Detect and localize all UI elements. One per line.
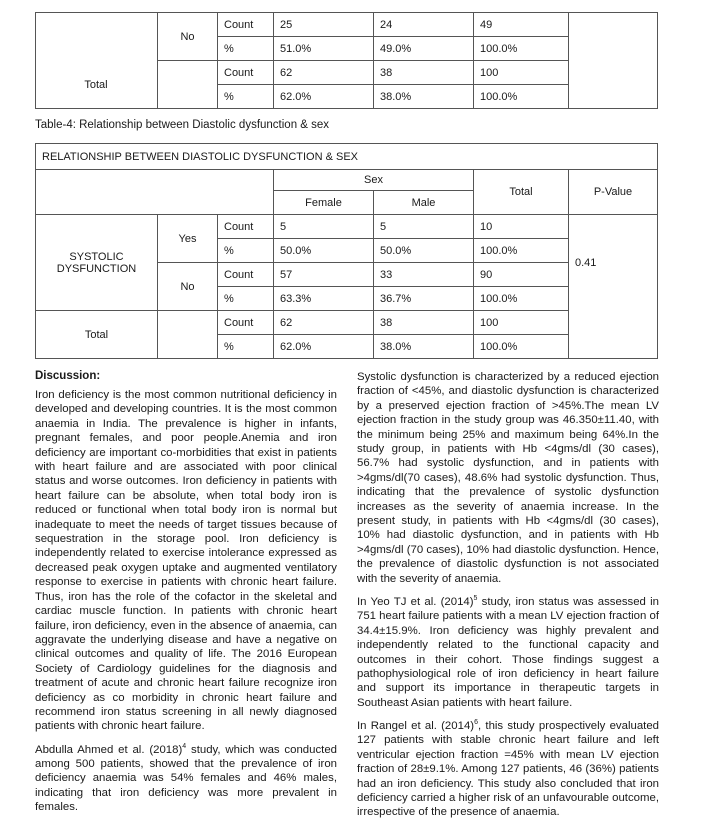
table-cell: 38	[374, 61, 474, 85]
table-cell: 100	[474, 311, 569, 335]
row-label-no: No	[158, 13, 218, 61]
table-3-total-label: Total	[84, 79, 108, 91]
table-cell: Count	[218, 263, 274, 287]
row-label-systolic: SYSTOLIC DYSFUNCTION	[36, 215, 158, 311]
table-cell	[158, 61, 218, 109]
table-cell: 51.0%	[274, 37, 374, 61]
table-cell: 38.0%	[374, 85, 474, 109]
table-cell: 50.0%	[374, 239, 474, 263]
header-total: Total	[474, 170, 569, 215]
table-cell: Count	[218, 61, 274, 85]
paragraph: Systolic dysfunction is characterized by a reduced ejection fraction of <45%, and diastolic dysfunction is characterized by a preserved ejection fraction of >45%.The mean LV ejection fraction in the study group was 46.350±11.40, with the minimum being 25% and maximum being 64%.In the study group, in patients with Hb <4gms/dl (30 cases), 56.7% had systolic dysfunction, and in patients with >4gms/dl(70 cases), 48.6% had systolic dysfunction. Thus, indicating that the prevalence of systolic dysfunction increases as the severity of anaemia increase. In the present study, in patients with Hb <4gms/dl (30 cases), 10% had diastolic dysfunction, and in patients with Hb >4gms/dl (70 cases), 10% had diastolic dysfunction. Hence, the prevalence of diastolic dysfunction is not associated with the severity of anaemia.	[357, 371, 659, 585]
table-cell: 100.0%	[474, 85, 569, 109]
paragraph: In Rangel et al. $(2014)^6$, this study prospectively evaluated 127 patients with stable chronic heart failure and left ventricular ejection fraction =45% with mean LV ejection fraction of 28±9.1%. Among 127 patients, 46 (36%) patients had an iron deficiency. This study also concluded that iron deficiency carried a higher risk of an unfavourable outcome, irrespective of the presence of anaemia.	[357, 719, 659, 819]
table-cell: 63.3%	[274, 287, 374, 311]
table-cell: 33	[374, 263, 474, 287]
table-cell: 62.0%	[274, 85, 374, 109]
table-cell: 100	[474, 61, 569, 85]
table-cell: %	[218, 85, 274, 109]
header-sex: Sex	[274, 170, 474, 191]
table-cell	[36, 170, 274, 215]
table-cell: Count	[218, 311, 274, 335]
table-cell	[569, 13, 658, 109]
discussion-heading: Discussion:	[35, 370, 101, 382]
table-cell: 50.0%	[274, 239, 374, 263]
row-label-total: Total	[36, 311, 158, 359]
pvalue-cell	[569, 215, 658, 359]
table-cell: 38	[374, 311, 474, 335]
table-row	[36, 311, 658, 335]
paragraph: Abdulla Ahmed et al. $(2018)^4$ study, which was conducted among 500 patients, showed that the prevalence of iron deficiency anaemia was 54% females and 46% males, indicating that iron deficiency was more prevalent in females.	[35, 742, 337, 814]
row-label-no: No	[158, 263, 218, 311]
table-cell: 38.0%	[374, 335, 474, 359]
table-cell: 5	[274, 215, 374, 239]
table-cell: %	[218, 287, 274, 311]
table-title-row	[36, 144, 658, 170]
table-cell: 100.0%	[474, 239, 569, 263]
right-column	[357, 370, 659, 826]
table-cell: 57	[274, 263, 374, 287]
header-pvalue: P-Value	[569, 170, 658, 215]
table-cell: 5	[374, 215, 474, 239]
table-cell: %	[218, 239, 274, 263]
table-cell: 100.0%	[474, 287, 569, 311]
table-cell: 10	[474, 215, 569, 239]
table-cell: %	[218, 37, 274, 61]
table-cell: 25	[274, 13, 374, 37]
table-cell: %	[218, 335, 274, 359]
table-cell: 100.0%	[474, 37, 569, 61]
header-male: Male	[374, 191, 474, 215]
table-cell: 62	[274, 311, 374, 335]
table-cell	[158, 311, 218, 359]
table-cell: 49	[474, 13, 569, 37]
table-header-row	[36, 170, 658, 191]
table-cell: 62	[274, 61, 374, 85]
table-cell: 36.7%	[374, 287, 474, 311]
row-label-yes: Yes	[158, 215, 218, 263]
table-3-fragment	[35, 12, 658, 109]
table-row	[36, 13, 658, 37]
table-4	[35, 143, 658, 359]
table-caption: Table-4: Relationship between Diastolic dysfunction & sex	[35, 119, 330, 131]
paragraph: Iron deficiency is the most common nutritional deficiency in developed and developing countries. It is the most common anaemia in India. The prevalence is higher in infants, pregnant females, and poor people.Anemia and iron deficiency are important co-morbidities that exist in patients with heart failure and are associated with poor clinical status and worse outcomes. Iron deficiency in patients with heart failure can be absolute, when total body iron is reduced or functional when total body iron is normal but inadequate to meet the needs of target tissues because of sequestration in the storage pool. Iron deficiency is independently related to exercise intolerance expressed as decreased peak oxygen uptake and augmented ventilatory response to exercise in patients with chronic heart failure. Thus, iron has the role of the cofactor in the skeletal and cardiac muscle function. In patients with chronic heart failure, iron deficiency, even in the absence of anaemia, can aggravate the underlying disease and have a negative on clinical outcomes and quality of life. The 2016 European Society of Cardiology guidelines for the diagnosis and treatment of acute and chronic heart failure recognize iron deficiency as co morbidity in chronic heart failure and recommend iron status screening in all newly diagnosed patients with chronic heart failure.	[35, 389, 337, 733]
pvalue: 0.41	[575, 257, 597, 269]
table-title: RELATIONSHIP BETWEEN DIASTOLIC DYSFUNCTION & SEX	[36, 144, 658, 170]
paragraph: In Yeo TJ et al. $(2014)^5$ study, iron status was assessed in 751 heart failure patients with a mean LV ejection fraction of 34.4±15.9%. Iron deficiency was highly prevalent and independently related to the functional capacity and outcomes in their cohort. Those findings suggest a pathophysiological role of iron deficiency in heart failure and support its importance in therapeutic targets in Southeast Asian patients with heart failure.	[357, 595, 659, 709]
table-cell: 90	[474, 263, 569, 287]
table-cell: 24	[374, 13, 474, 37]
table-cell: 49.0%	[374, 37, 474, 61]
table-cell: 62.0%	[274, 335, 374, 359]
table-row	[36, 215, 658, 239]
table-cell: 100.0%	[474, 335, 569, 359]
table-cell: Count	[218, 215, 274, 239]
table-cell: Count	[218, 13, 274, 37]
left-column	[35, 388, 337, 821]
header-female: Female	[274, 191, 374, 215]
table-cell	[36, 13, 158, 109]
